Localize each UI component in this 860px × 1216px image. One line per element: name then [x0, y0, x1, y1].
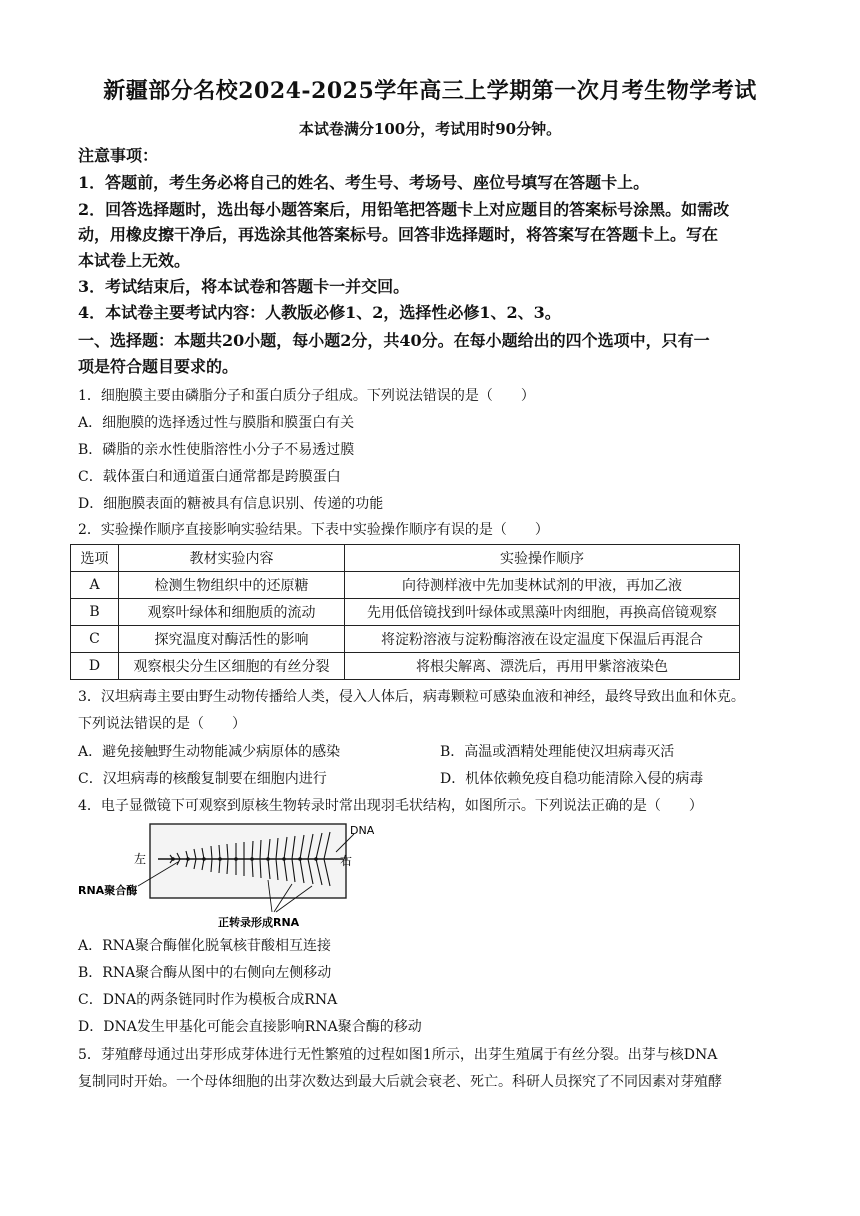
table-cell: B: [71, 599, 119, 626]
table-cell: A: [71, 572, 119, 599]
table-cell: D: [71, 653, 119, 680]
table-row: [71, 626, 740, 653]
table-header: 选项: [71, 545, 119, 572]
q3-option-c: C．汉坦病毒的核酸复制要在细胞内进行: [78, 771, 327, 787]
figure-label-rna: 正转录形成RNA: [218, 916, 300, 929]
section-heading: 一、选择题：本题共20小题，每小题2分，共40分。在每小题给出的四个选项中，只有一: [78, 331, 710, 350]
table-cell: 向待测样液中先加斐林试剂的甲液，再加乙液: [345, 572, 740, 599]
table-cell: 先用低倍镜找到叶绿体或黑藻叶肉细胞，再换高倍镜观察: [345, 599, 740, 626]
table-cell: 将淀粉溶液与淀粉酶溶液在设定温度下保温后再混合: [345, 626, 740, 653]
table-row: [71, 599, 740, 626]
q3-option-a: A．避免接触野生动物能减少病原体的感染: [78, 744, 341, 760]
q3-stem-cont: 下列说法错误的是（ ）: [78, 716, 246, 732]
figure-label-rna-polymerase: RNA聚合酶: [78, 884, 138, 897]
q1-option-b: B．磷脂的亲水性使脂溶性小分子不易透过膜: [78, 442, 355, 458]
q4-option-b: B．RNA聚合酶从图中的右侧向左侧移动: [78, 965, 332, 981]
notice-item: 3．考试结束后，将本试卷和答题卡一并交回。: [78, 277, 410, 296]
q2-table: [70, 544, 740, 680]
q1-option-d: D．细胞膜表面的糖被具有信息识别、传递的功能: [78, 496, 384, 512]
q3-stem: 3．汉坦病毒主要由野生动物传播给人类，侵入人体后，病毒颗粒可感染血液和神经，最终导致出血和休克。: [78, 689, 745, 705]
table-header-row: [71, 545, 740, 572]
notice-item: 2．回答选择题时，选出每小题答案后，用铅笔把答题卡上对应题目的答案标号涂黑。如需改: [78, 200, 730, 219]
transcription-figure: [78, 822, 388, 930]
table-cell: 探究温度对酶活性的影响: [119, 626, 345, 653]
figure-label-dna: DNA: [350, 824, 375, 837]
q1-stem: 1．细胞膜主要由磷脂分子和蛋白质分子组成。下列说法错误的是（ ）: [78, 388, 535, 404]
figure-label-right: 右: [340, 854, 353, 868]
notice-item: 1．答题前，考生务必将自己的姓名、考生号、考场号、座位号填写在答题卡上。: [78, 173, 650, 192]
notice-item: 4．本试卷主要考试内容：人教版必修1、2，选择性必修1、2、3。: [78, 303, 561, 322]
table-cell: 将根尖解离、漂洗后，再用甲紫溶液染色: [345, 653, 740, 680]
q1-option-a: A．细胞膜的选择透过性与膜脂和膜蛋白有关: [78, 415, 355, 431]
exam-title: 新疆部分名校2024-2025学年高三上学期第一次月考生物学考试: [103, 78, 757, 104]
q3-option-d: D．机体依赖免疫自稳功能清除入侵的病毒: [440, 771, 704, 787]
q4-option-d: D．DNA发生甲基化可能会直接影响RNA聚合酶的移动: [78, 1019, 422, 1035]
q3-option-b: B．高温或酒精处理能使汉坦病毒灭活: [440, 744, 675, 760]
q4-option-a: A．RNA聚合酶催化脱氧核苷酸相互连接: [78, 938, 332, 954]
q5-stem: 5．芽殖酵母通过出芽形成芽体进行无性繁殖的过程如图1所示，出芽生殖属于有丝分裂。出芽与核DNA: [78, 1047, 718, 1063]
q4-stem: 4．电子显微镜下可观察到原核生物转录时常出现羽毛状结构，如图所示。下列说法正确的是（ ）: [78, 798, 703, 814]
q1-option-c: C．载体蛋白和通道蛋白通常都是跨膜蛋白: [78, 469, 341, 485]
table-header: 实验操作顺序: [345, 545, 740, 572]
notice-item: 本试卷上无效。: [78, 251, 191, 270]
notice-item: 动，用橡皮擦干净后，再选涂其他答案标号。回答非选择题时，将答案写在答题卡上。写在: [78, 225, 719, 244]
table-cell: 观察根尖分生区细胞的有丝分裂: [119, 653, 345, 680]
figure-label-left: 左: [134, 852, 147, 866]
q5-stem-cont: 复制同时开始。一个母体细胞的出芽次数达到最大后就会衰老、死亡。科研人员探究了不同因素对芽殖酵: [78, 1074, 722, 1090]
table-cell: C: [71, 626, 119, 653]
q4-option-c: C．DNA的两条链同时作为模板合成RNA: [78, 992, 338, 1008]
table-header: 教材实验内容: [119, 545, 345, 572]
notice-heading: 注意事项：: [78, 146, 159, 165]
table-row: [71, 572, 740, 599]
table-cell: 观察叶绿体和细胞质的流动: [119, 599, 345, 626]
exam-subtitle: 本试卷满分100分，考试用时90分钟。: [298, 120, 562, 138]
q2-stem: 2．实验操作顺序直接影响实验结果。下表中实验操作顺序有误的是（ ）: [78, 522, 549, 538]
section-heading-cont: 项是符合题目要求的。: [78, 357, 239, 376]
table-cell: 检测生物组织中的还原糖: [119, 572, 345, 599]
table-row: [71, 653, 740, 680]
